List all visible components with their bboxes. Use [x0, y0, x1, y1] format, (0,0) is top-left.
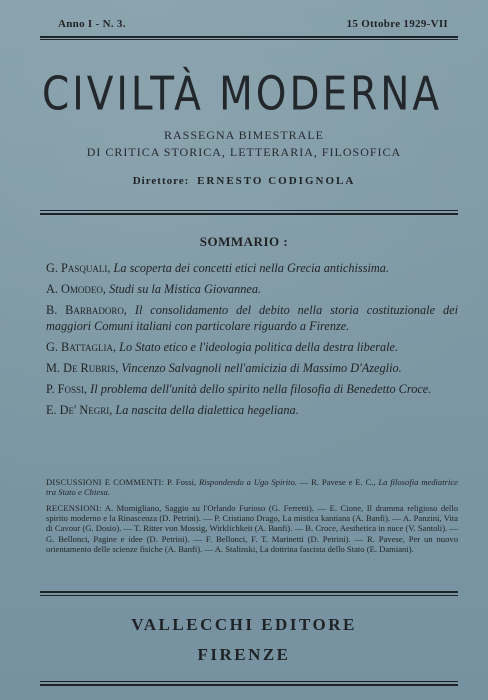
reviews-section	[46, 503, 458, 554]
entry-title: Vincenzo Salvagnoli nell'amicizia di Massimo D'Azeglio.	[121, 361, 402, 375]
entry-author: G. Battaglia,	[46, 340, 117, 354]
subtitle-frequency: RASSEGNA BIMESTRALE	[163, 128, 325, 142]
entry-title: Il consolidamento del debito nella storia costituzionale dei maggiori Comuni italiani con particolare riguardo a Firenze.	[46, 303, 458, 333]
issue-date: 15 Ottobre 1929-VII	[346, 18, 448, 30]
publisher-city: FIRENZE	[197, 645, 291, 664]
bottom-rule-thick	[40, 684, 458, 686]
entry-title: Studi su la Mistica Giovannea.	[109, 282, 262, 296]
entry-author: P. Fossi,	[46, 382, 88, 396]
contents-heading: SOMMARIO :	[199, 234, 289, 249]
entry-author: M. De Rubris,	[46, 361, 119, 375]
entry-author: A. Omodeo,	[46, 282, 106, 296]
contents-entry	[46, 402, 458, 418]
discussions-text-1: P. Fossi,	[167, 477, 197, 487]
discussions-label: DISCUSSIONI E COMMENTI:	[46, 477, 165, 487]
reviews-text: A. Momigliano, Saggio su l'Orlando Furioso (G. Ferretti). — E. Cione, Il dramma religioso dello spirito moderno e la Rinascenza (D. Petrini). — P. Cristiano Drago, La mistica kantiana (A. Banfi). — A. Panzini, Vita di Cavour (G. Dosio). — T. Ritter von Mossig, Wirklichkeit (A. Banfi). — B. Croce, Aesthetica in nuce (V. Santoli). — G. Bellonci, Pagine e idee (D. Petrini). — F. Bellonci, F. T. Marinetti (D. Petrini). — R. Pavese, Per un nuovo orientamento delle scienze fisiche (A. Banfi). — A. Stalinski, La dottrina fascista dello Stato (E. Damiani).	[46, 503, 459, 554]
discussions-text-2: — R. Pavese e E. C.,	[299, 477, 376, 487]
entry-title: La nascita della dialettica hegeliana.	[115, 403, 299, 417]
discussions-title-1: Rispondendo a Ugo Spirito.	[198, 477, 297, 487]
contents-entry	[46, 302, 458, 334]
lower-rule-thick	[40, 591, 458, 593]
contents-entry	[46, 281, 458, 297]
entry-author: E. De' Negri,	[46, 403, 113, 417]
subtitle-scope: DI CRITICA STORICA, LETTERARIA, FILOSOFICA	[86, 145, 402, 159]
contents-entry	[46, 339, 458, 355]
mid-rule-thick	[40, 213, 458, 215]
top-rule-thin	[40, 39, 458, 40]
entry-title: Lo Stato etico e l'ideologia politica della destra liberale.	[119, 340, 399, 354]
contents-entry	[46, 260, 458, 276]
magazine-title: CIVILTÀ MODERNA	[42, 68, 443, 122]
issue-number: Anno I - N. 3.	[58, 18, 126, 30]
entry-author: G. Pasquali,	[46, 261, 111, 275]
contents-entry	[46, 381, 458, 397]
publisher-name: VALLECCHI EDITORE	[131, 615, 357, 634]
contents-entry	[46, 360, 458, 376]
lower-rule-thin	[40, 595, 458, 596]
director-label: Direttore:	[132, 175, 190, 187]
mid-rule-thin	[40, 210, 458, 211]
director-name: ERNESTO CODIGNOLA	[197, 175, 356, 187]
discussions-section	[46, 477, 458, 497]
director-line	[0, 175, 488, 187]
bottom-rule-thin	[40, 681, 458, 682]
issue-line	[58, 18, 448, 30]
entry-title: Il problema dell'unità dello spirito nella filosofia di Benedetto Croce.	[90, 382, 432, 396]
contents-list	[46, 260, 458, 423]
top-rule-thick	[40, 36, 458, 38]
entry-author: B. Barbadoro,	[46, 303, 127, 317]
entry-title: La scoperta dei concetti etici nella Grecia antichissima.	[113, 261, 390, 275]
reviews-label: RECENSIONI:	[46, 503, 102, 513]
discussions-title-2: La filosofia mediatrice tra Stato e Chiesa.	[46, 477, 458, 498]
